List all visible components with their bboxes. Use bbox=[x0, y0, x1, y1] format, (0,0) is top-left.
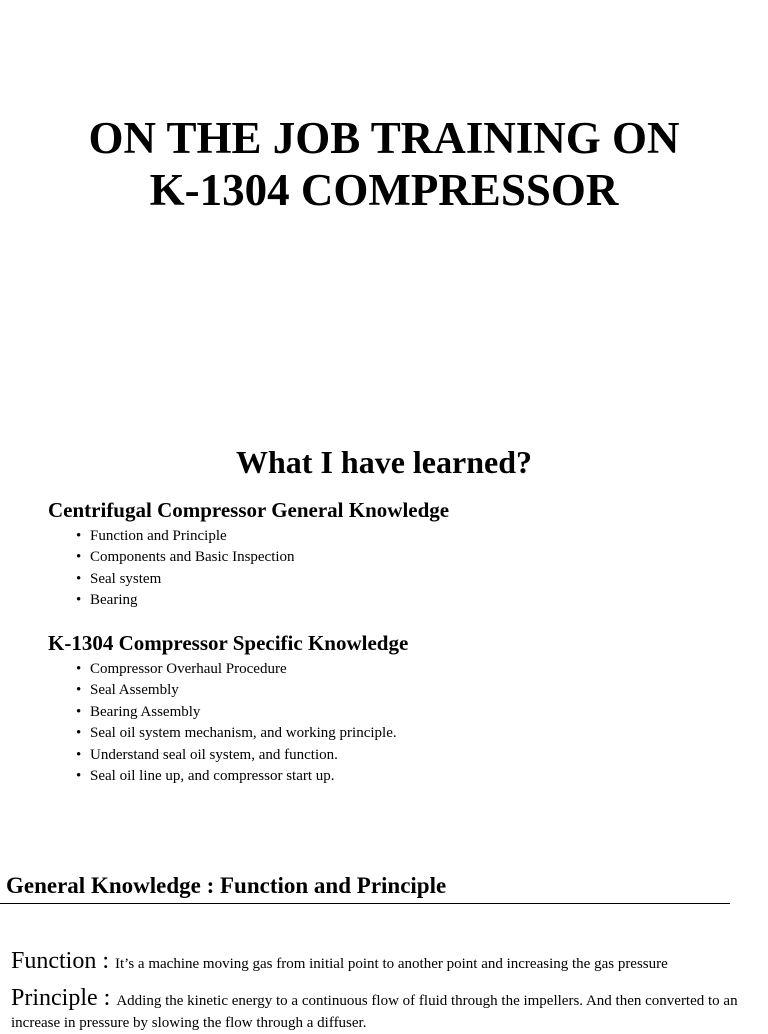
function-text: It’s a machine moving gas from initial point to another point and increasing the gas pressure bbox=[115, 956, 668, 972]
bullet-icon: • bbox=[76, 549, 82, 566]
slide-title-line-1: ON THE JOB TRAINING ON bbox=[88, 113, 680, 163]
bullet-icon: • bbox=[76, 746, 82, 763]
list-item bbox=[76, 745, 748, 766]
list-item-text: Compressor Overhaul Procedure bbox=[90, 661, 287, 677]
list-item bbox=[76, 547, 748, 568]
list-item-text: Function and Principle bbox=[90, 528, 227, 544]
bullet-icon: • bbox=[76, 768, 82, 785]
list-item-text: Components and Basic Inspection bbox=[90, 549, 295, 566]
section-heading: Centrifugal Compressor General Knowledge bbox=[48, 498, 450, 522]
bullet-icon: • bbox=[76, 661, 82, 677]
bullet-icon: • bbox=[76, 570, 82, 587]
bullet-icon: • bbox=[76, 703, 82, 720]
bullet-icon: • bbox=[76, 682, 82, 699]
principle-term: Principle : bbox=[11, 985, 117, 1011]
heading-divider bbox=[0, 903, 730, 904]
list-item bbox=[76, 590, 748, 611]
title-slide bbox=[0, 0, 768, 418]
principle-definition bbox=[11, 984, 760, 1034]
specific-knowledge-section bbox=[48, 630, 748, 787]
function-definition bbox=[11, 947, 760, 975]
list-item-text: Seal Assembly bbox=[90, 682, 179, 699]
learned-heading: What I have learned? bbox=[236, 444, 532, 480]
slide-title bbox=[0, 112, 768, 216]
list-item bbox=[76, 680, 748, 701]
learned-slide bbox=[0, 418, 768, 848]
list-item bbox=[76, 766, 748, 787]
heading-regular-part: Function and Principle bbox=[214, 873, 447, 898]
list-item bbox=[76, 659, 748, 680]
heading-bold-part: General Knowledge : bbox=[6, 873, 215, 898]
bullet-icon: • bbox=[76, 725, 82, 742]
slide-title-line-2: K-1304 COMPRESSOR bbox=[149, 165, 619, 215]
principle-text: Adding the kinetic energy to a continuous flow of fluid through the impellers. And then converted to an increase in pressure by slowing the flow through a diffuser. bbox=[11, 993, 738, 1031]
function-term: Function : bbox=[11, 948, 116, 974]
general-knowledge-heading bbox=[6, 871, 446, 901]
list-item-text: Understand seal oil system, and function. bbox=[90, 746, 338, 763]
general-knowledge-section bbox=[48, 497, 748, 612]
specific-knowledge-list bbox=[48, 659, 748, 787]
bullet-icon: • bbox=[76, 592, 82, 609]
list-item bbox=[76, 723, 748, 744]
general-knowledge-list bbox=[48, 526, 748, 612]
section-heading: K-1304 Compressor Specific Knowledge bbox=[48, 631, 409, 655]
list-item-text: Seal oil line up, and compressor start up. bbox=[90, 768, 335, 785]
function-principle-slide bbox=[0, 848, 768, 1031]
list-item bbox=[76, 526, 748, 547]
list-item bbox=[76, 569, 748, 590]
list-item bbox=[76, 702, 748, 723]
list-item-text: Bearing Assembly bbox=[90, 703, 201, 720]
list-item-text: Seal oil system mechanism, and working principle. bbox=[90, 725, 397, 742]
list-item-text: Seal system bbox=[90, 570, 162, 587]
bullet-icon: • bbox=[76, 528, 82, 544]
list-item-text: Bearing bbox=[90, 592, 138, 609]
